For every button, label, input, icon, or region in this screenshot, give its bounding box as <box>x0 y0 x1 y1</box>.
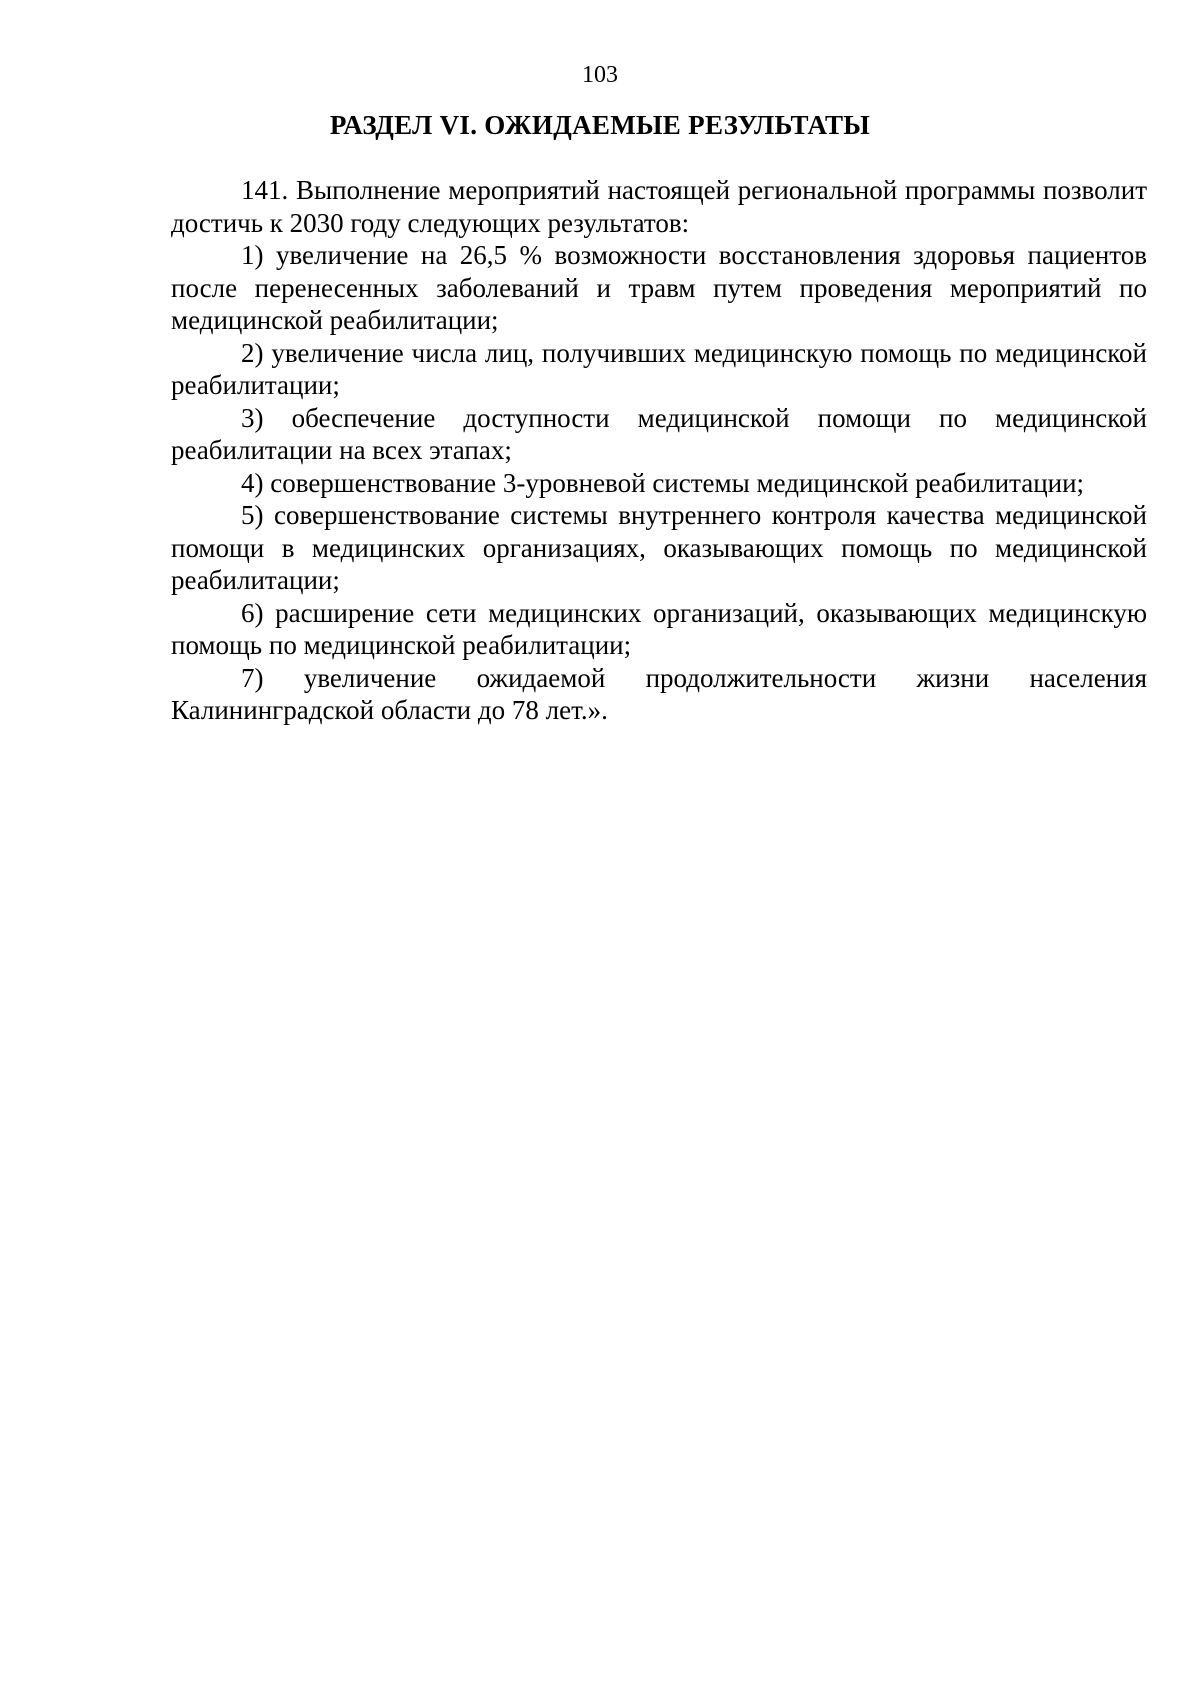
result-item-7: 7) увеличение ожидаемой продолжительности жизни населения Калининградской области до 78 лет.». <box>171 662 1147 725</box>
intro-paragraph: 141. Выполнение мероприятий настоящей региональной программы позволит достичь к 2030 году следующих результатов: <box>171 175 1147 238</box>
result-item-6: 6) расширение сети медицинских организаций, оказывающих медицинскую помощь по медицинской реабилитации; <box>171 597 1147 660</box>
page-number: 103 <box>582 62 618 88</box>
result-item-3: 3) обеспечение доступности медицинской помощи по медицинской реабилитации на всех этапах; <box>171 402 1147 465</box>
section-title: РАЗДЕЛ VI. ОЖИДАЕМЫЕ РЕЗУЛЬТАТЫ <box>329 110 871 140</box>
result-item-2: 2) увеличение числа лиц, получивших медицинскую помощь по медицинской реабилитации; <box>171 337 1147 400</box>
result-item-1: 1) увеличение на 26,5 % возможности восстановления здоровья пациентов после перенесенных заболеваний и травм путем проведения мероприятий по медицинской реабилитации; <box>171 240 1147 335</box>
result-item-5: 5) совершенствование системы внутреннего контроля качества медицинской помощи в медицинских организациях, оказывающих помощь по медицинской реабилитации; <box>171 500 1147 595</box>
result-item-4: 4) совершенствование 3-уровневой системы медицинской реабилитации; <box>241 467 1085 498</box>
body-text <box>171 174 1147 727</box>
